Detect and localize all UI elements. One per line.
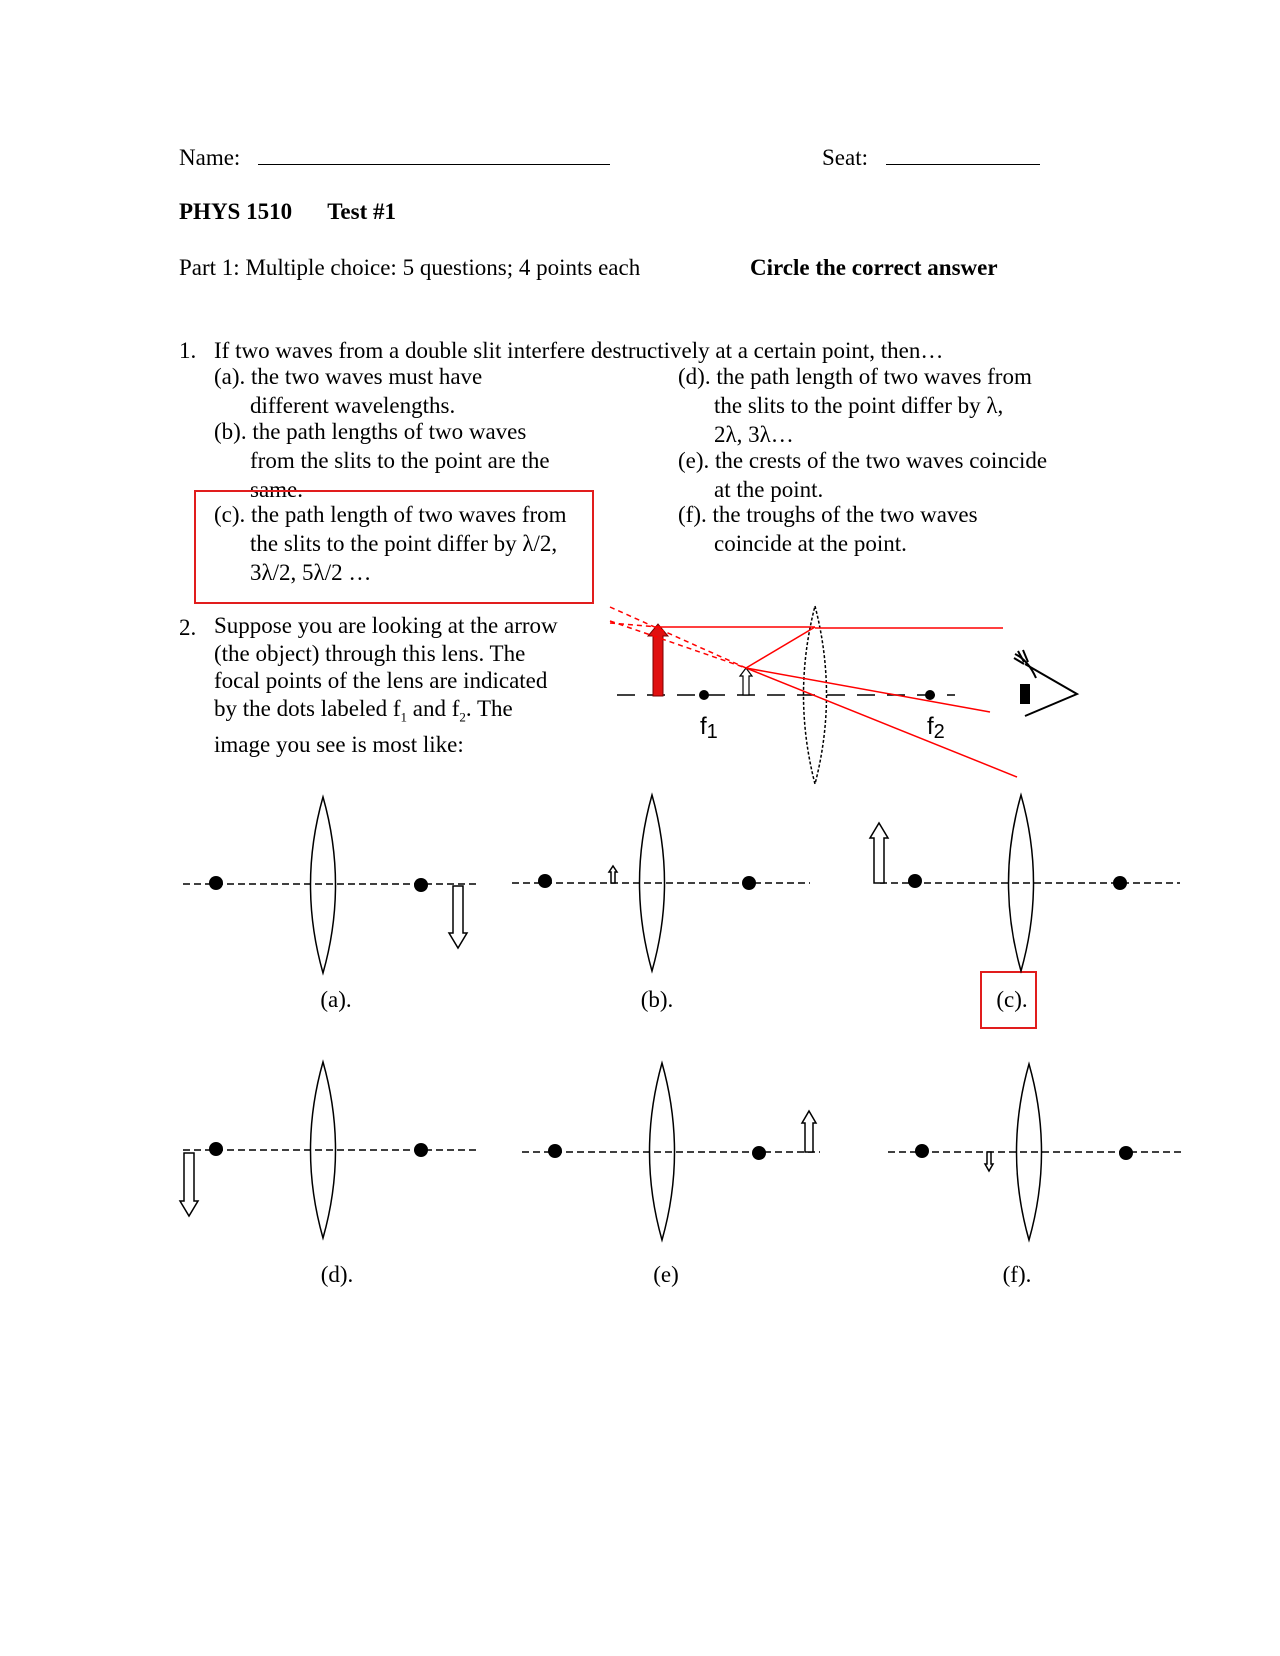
object-arrow xyxy=(648,624,668,696)
q2-stem-line4b: and f xyxy=(407,695,460,721)
virtual-image-arrow xyxy=(740,668,752,695)
q2-option-a[interactable]: (a). xyxy=(320,987,352,1012)
q1-option-a-line2: different wavelengths. xyxy=(250,393,456,418)
option-focal-dots xyxy=(209,874,1133,1160)
ray-extensions xyxy=(610,607,746,668)
q1-option-d-line2: the slits to the point differ by λ, xyxy=(714,393,1004,418)
q1-option-a-line1: (a). the two waves must have xyxy=(214,364,483,389)
q1-option-b-line3: same. xyxy=(250,477,304,502)
seat-label: Seat: xyxy=(822,145,868,170)
focal-label-2-f: f xyxy=(927,713,934,740)
q1-number: 1. xyxy=(179,338,197,363)
q2-option-e[interactable]: (e) xyxy=(653,1262,679,1287)
q1-option-c-line2: the slits to the point differ by λ/2, xyxy=(250,531,558,556)
q2-stem-line1: Suppose you are looking at the arrow xyxy=(214,613,558,638)
q1-stem: If two waves from a double slit interfere destructively at a certain point, then… xyxy=(214,338,944,363)
q1-option-d-line3: 2λ, 3λ… xyxy=(714,422,794,447)
name-label: Name: xyxy=(179,145,241,170)
focal-label-1-sub: 1 xyxy=(706,721,718,743)
course-code: PHYS 1510 xyxy=(179,199,293,224)
instruction: Circle the correct answer xyxy=(750,255,998,280)
q2-stem-line4c: . The xyxy=(465,695,513,721)
ray-lines xyxy=(658,627,1017,777)
q2-number: 2. xyxy=(179,615,197,640)
q2-option-c[interactable]: (c). xyxy=(996,987,1028,1012)
option-diagrams xyxy=(180,795,1185,1240)
q1-option-c-line1: (c). the path length of two waves from xyxy=(214,502,567,527)
q2-stem-line3: focal points of the lens are indicated xyxy=(214,668,548,693)
q1-option-e-line2: at the point. xyxy=(714,477,824,502)
q2-option-d[interactable]: (d). xyxy=(320,1262,354,1287)
q2-stem-line4a: by the dots labeled f xyxy=(214,695,401,721)
test-title: Test #1 xyxy=(327,199,396,224)
part-heading: Part 1: Multiple choice: 5 questions; 4 points each xyxy=(179,255,641,280)
q2-option-b[interactable]: (b). xyxy=(640,987,674,1012)
q1-option-d-line1: (d). the path length of two waves from xyxy=(678,364,1032,389)
main-focal-dot-1 xyxy=(699,690,709,700)
q1-option-b-line1: (b). the path lengths of two waves xyxy=(214,419,527,444)
option-e-diagram xyxy=(522,1063,820,1240)
q2-stem-line5: image you see is most like: xyxy=(214,731,464,757)
main-lens-diagram xyxy=(610,606,1077,784)
option-f-diagram xyxy=(888,1064,1185,1240)
focal-label-1-f: f xyxy=(700,713,707,740)
q1-option-e-line1: (e). the crests of the two waves coincide xyxy=(678,448,1048,473)
q1-option-b-line2: from the slits to the point are the xyxy=(250,448,550,473)
option-a-diagram xyxy=(183,797,480,973)
option-d-diagram xyxy=(180,1062,480,1238)
q1-option-c-line3: 3λ/2, 5λ/2 … xyxy=(250,560,372,585)
q1-option-f-line2: coincide at the point. xyxy=(714,531,907,556)
eye-icon xyxy=(1014,650,1077,716)
q2-option-f[interactable]: (f). xyxy=(1002,1262,1032,1287)
q2-stem-sub2: 2 xyxy=(459,709,466,725)
q2-stem-line2: (the object) through this lens. The xyxy=(214,640,526,666)
q1-answer-mark xyxy=(195,491,593,603)
option-b-diagram xyxy=(512,795,810,971)
q1-option-f-line1: (f). the troughs of the two waves xyxy=(678,502,978,527)
main-focal-dot-2 xyxy=(925,690,935,700)
focal-label-2-sub: 2 xyxy=(933,721,945,743)
q2-stem-sub1: 1 xyxy=(400,709,408,725)
